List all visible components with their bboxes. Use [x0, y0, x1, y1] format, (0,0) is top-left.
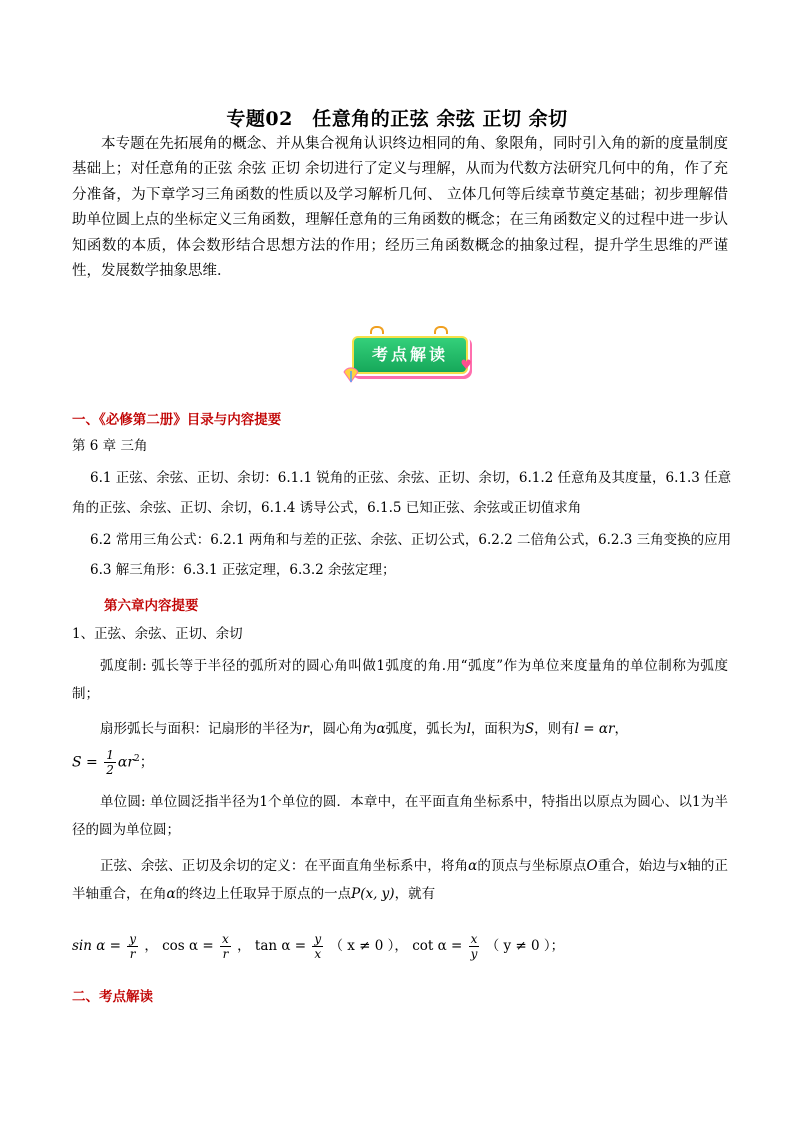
section-2-heading: 二、考点解读	[72, 989, 153, 1005]
def-text-e: 的终边上任取异于原点的一点	[175, 886, 352, 902]
sector-text-f: ，	[614, 721, 628, 737]
unit-circle-definition: 单位圆: 单位圆泛指半径为1个单位的圆．本章中，在平面直角坐标系中，特指出以原点为圆心、以1为半径的圆为单位圆；	[72, 794, 728, 838]
toc-line-6-1a: 6.1 正弦、余弦、正切、余切：6.1.1 锐角的正弦、余弦、正切、余切，6.1.2 任意角及其度量，6.1.3 任意	[90, 470, 732, 486]
toc-line-6-1b: 角的正弦、余弦、正切、余切，6.1.4 诱导公式，6.1.5 已知正弦、余弦或正切值求角	[72, 500, 582, 516]
def-x: x	[679, 858, 688, 874]
area-end: ；	[139, 754, 154, 771]
tan-lhs: ， tan α =	[237, 938, 307, 954]
def-text-a: 正弦、余弦、正切及余切的定义：在平面直角坐标系中，将角	[100, 858, 469, 874]
radian-definition: 弧度制: 弧长等于半径的弧所对的圆心角叫做1弧度的角.用“弧度”作为单位来度量角的单位制称为弧度制；	[72, 658, 728, 702]
def-text-b: 的顶点与坐标原点	[477, 858, 587, 874]
sector-formula-paragraph	[72, 715, 728, 743]
var-r: r	[302, 721, 309, 737]
page-title: 专题02 任意角的正弦 余弦 正切 余切	[226, 108, 568, 130]
area-tail: αr	[117, 754, 135, 771]
area-exponent: 2	[134, 754, 140, 764]
badge-plate	[352, 336, 468, 374]
exam-points-badge	[342, 322, 474, 388]
sector-text-b: ，圆心角为	[308, 721, 377, 737]
item-1-heading: 1、正弦、余弦、正切、余切	[72, 626, 243, 642]
cos-fraction: $\frac{x}{r}$	[222, 932, 229, 961]
chapter-title: 第 6 章 三角	[72, 438, 148, 454]
fan-icon	[342, 366, 360, 384]
arc-length-formula: l = αr	[574, 721, 615, 737]
fraction-one-half: $\frac{1}{2}$	[106, 748, 114, 778]
sector-area-formula	[72, 747, 154, 777]
sin-lhs: sin α =	[72, 938, 121, 954]
chapter-summary-heading: 第六章内容提要	[104, 598, 199, 614]
def-text-f: ，就有	[394, 886, 436, 902]
badge-label: 考点解读	[371, 345, 448, 364]
section-1-heading: 一、《必修第二册》目录与内容提要	[72, 412, 282, 428]
var-l: l	[466, 721, 471, 737]
sector-text-d: ，面积为	[470, 721, 525, 737]
area-lhs: S =	[72, 754, 98, 771]
trig-formulas-line	[72, 932, 732, 961]
cot-condition: （ y ≠ 0 ）；	[485, 938, 565, 954]
sin-fraction: $\frac{y}{r}$	[129, 932, 137, 961]
heart-icon: ♥	[460, 358, 472, 373]
intro-paragraph: 本专题在先拓展角的概念、并从集合视角认识终边相同的角、象限角，同时引入角的新的度量制度基础上；对任意角的正弦 余弦 正切 余切进行了定义与理解，从而为代数方法研究几何中的角，作了充分准备，为下章学习三角函数的性质以及学习解析几何、 立体几何等后续章节奠定基础；初步理解借助单位圆上点的坐标定义三角函数，理解任意角的三角函数的概念；在三角函数定义的过程中进一步认知函数的本质，体会数形结合思想方法的作用；经历三角函数概念的抽象过程，提升学生思维的严谨性，发展数学抽象思维．	[72, 136, 728, 280]
cot-fraction: $\frac{x}{y}$	[470, 932, 478, 961]
def-text-c: 重合，始边与	[597, 858, 680, 874]
toc-line-6-3: 6.3 解三角形：6.3.1 正弦定理，6.3.2 余弦定理；	[90, 562, 396, 578]
sector-text-e: ，则有	[534, 721, 575, 737]
def-alpha: α	[468, 858, 478, 874]
def-point-P: P(x, y)	[351, 886, 395, 902]
sector-text-c: 弧度，弧长为	[385, 721, 467, 737]
def-origin: O	[586, 858, 598, 874]
trig-definition-paragraph	[72, 852, 728, 908]
def-text-d: 轴的正半轴重合，在角	[72, 858, 729, 902]
var-S: S	[524, 721, 535, 737]
tan-condition: （ x ≠ 0 ）， cot α =	[329, 938, 463, 954]
sector-text-a: 扇形弧长与面积：记扇形的半径为	[100, 721, 303, 737]
toc-line-6-2: 6.2 常用三角公式：6.2.1 两角和与差的正弦、余弦、正切公式，6.2.2 二倍角公式，6.2.3 三角变换的应用	[90, 532, 732, 548]
var-alpha: α	[376, 721, 386, 737]
cos-lhs: ， cos α =	[144, 938, 214, 954]
tan-fraction: $\frac{y}{x}$	[314, 932, 322, 961]
def-alpha-2: α	[166, 886, 176, 902]
